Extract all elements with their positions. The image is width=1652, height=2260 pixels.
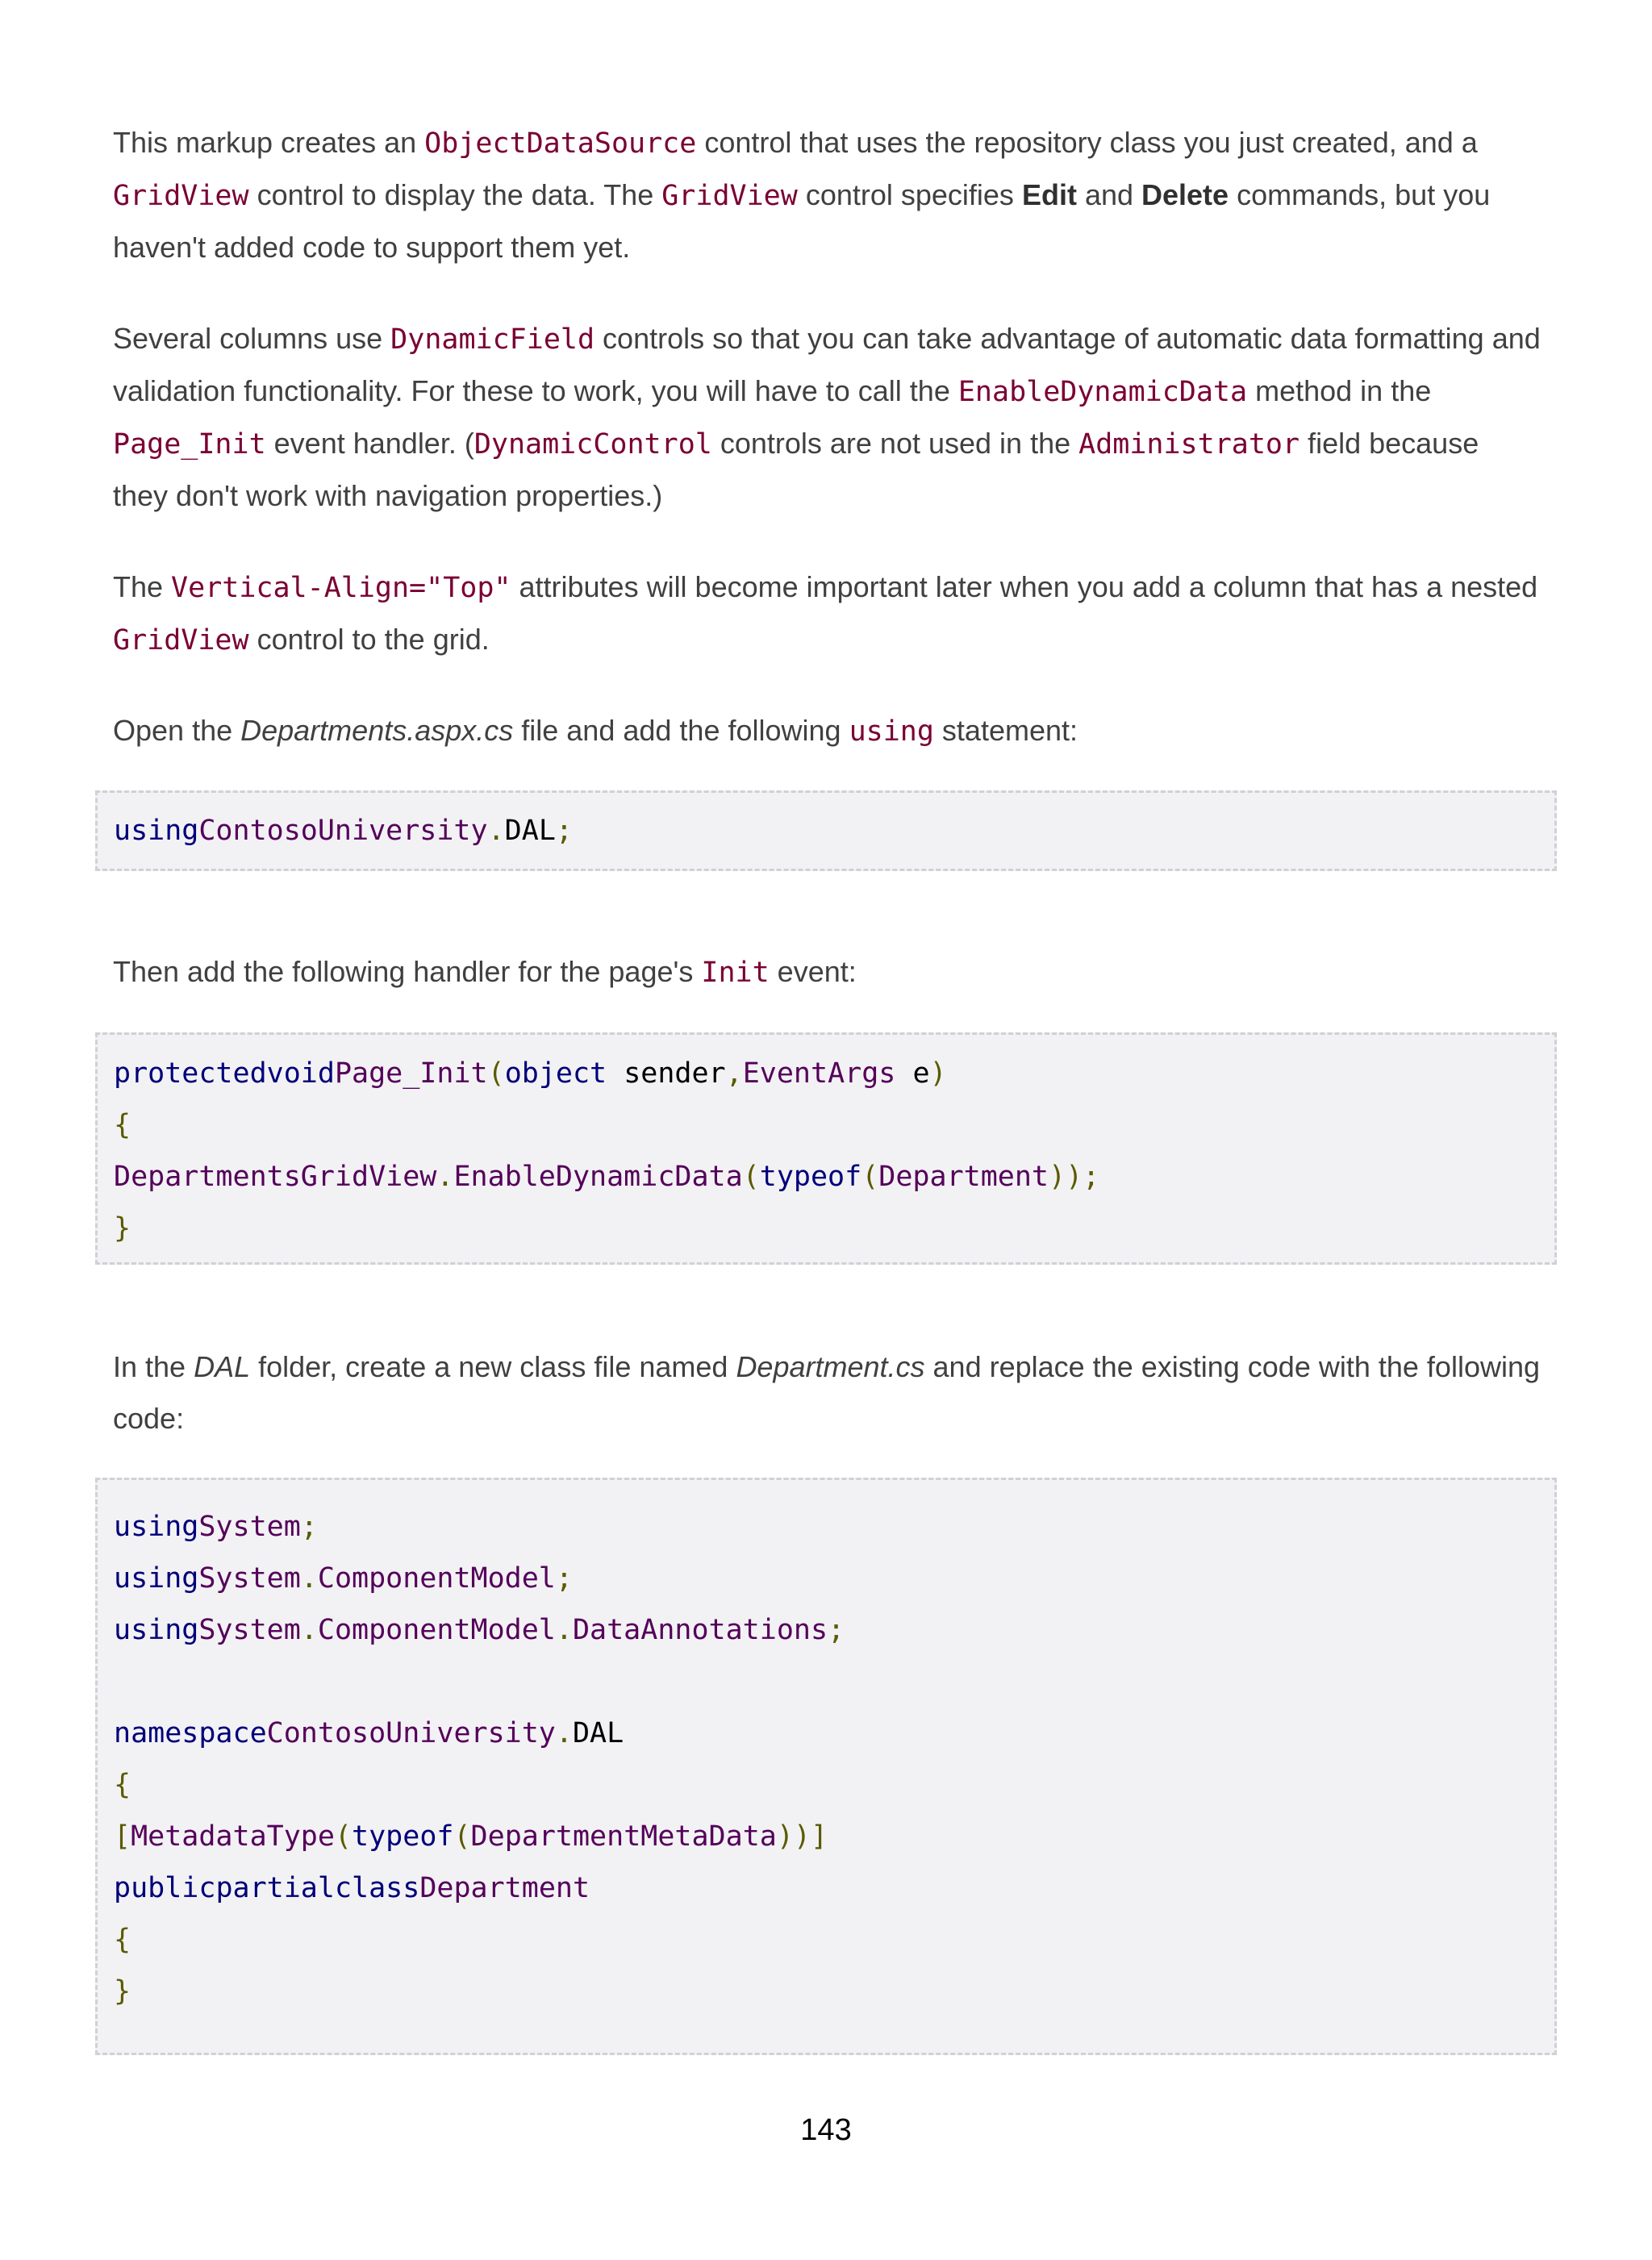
identifier: sender — [607, 1057, 726, 1090]
punctuation: ( — [334, 1820, 353, 1853]
keyword: namespace — [114, 1717, 267, 1749]
punctuation: ( — [742, 1161, 760, 1193]
text: and replace the existing code with the following code: — [113, 1350, 1540, 1435]
paragraph-init-handler — [113, 946, 1541, 999]
type-name: Department — [419, 1872, 590, 1904]
punctuation: . — [436, 1161, 454, 1193]
code-line — [114, 1507, 318, 1546]
punctuation: )); — [1049, 1161, 1100, 1193]
punctuation: ( — [453, 1820, 471, 1853]
text: The — [113, 570, 172, 603]
type-name: ContosoUniversity — [266, 1717, 556, 1749]
italic-filename: Department.cs — [736, 1350, 925, 1383]
text: event handler. ( — [265, 427, 474, 460]
type-name: System — [198, 1562, 301, 1595]
text: Several columns use — [113, 322, 391, 355]
inline-code: EnableDynamicData — [957, 376, 1248, 408]
punctuation: ) — [929, 1057, 947, 1090]
code-line: } — [114, 1975, 131, 2008]
keyword: typeof — [759, 1161, 862, 1193]
type-name: MetadataType — [131, 1820, 335, 1853]
identifier: DAL — [572, 1717, 624, 1749]
keyword: typeof — [352, 1820, 454, 1853]
code-line — [114, 1714, 624, 1753]
keyword: class — [334, 1872, 420, 1904]
text: Open the — [113, 714, 241, 747]
punctuation: . — [555, 1717, 573, 1749]
identifier: e — [895, 1057, 930, 1090]
punctuation: . — [487, 815, 505, 847]
punctuation: . — [300, 1614, 318, 1646]
keyword: using — [114, 815, 199, 847]
type-name: ContosoUniversity — [198, 815, 488, 847]
type-name: DepartmentMetaData — [470, 1820, 777, 1853]
type-name: System — [198, 1614, 301, 1646]
code-line: { — [114, 1924, 131, 1956]
code-line — [114, 1054, 947, 1093]
type-name: ComponentModel — [317, 1614, 556, 1646]
text: statement: — [933, 714, 1078, 747]
code-block-page-init — [95, 1032, 1557, 1265]
code-line: { — [114, 1769, 131, 1801]
text: commands, but you haven't added code to support them yet. — [113, 178, 1491, 264]
text: file and add the following — [513, 714, 849, 747]
text: event: — [769, 955, 857, 988]
keyword: using — [114, 1562, 199, 1595]
method-name: EnableDynamicData — [453, 1161, 743, 1193]
method-name: Page_Init — [334, 1057, 488, 1090]
paragraph-objectdatasource — [113, 117, 1541, 273]
inline-code: Vertical-Align="Top" — [171, 572, 511, 604]
keyword: void — [266, 1057, 335, 1090]
keyword: object — [504, 1057, 607, 1090]
text: In the — [113, 1350, 194, 1383]
text: control to display the data. The — [248, 178, 662, 211]
code-line — [114, 1611, 845, 1649]
type-name: ComponentModel — [317, 1562, 556, 1595]
code-line — [114, 1559, 573, 1598]
italic-filename: Departments.aspx.cs — [240, 714, 514, 747]
paragraph-dynamicfield — [113, 313, 1541, 522]
type-name: System — [198, 1511, 301, 1543]
punctuation: ; — [555, 815, 573, 847]
inline-code: GridView — [661, 180, 798, 212]
keyword: using — [114, 1614, 199, 1646]
inline-code: ObjectDataSource — [424, 127, 697, 160]
code-line — [114, 811, 573, 850]
text: control to the grid. — [248, 623, 490, 656]
code-line: { — [114, 1109, 131, 1141]
inline-code: using — [849, 715, 934, 748]
keyword: using — [114, 1511, 199, 1543]
punctuation: ; — [828, 1614, 845, 1646]
inline-code: GridView — [113, 180, 249, 212]
text: Then add the following handler for the page's — [113, 955, 702, 988]
identifier: DAL — [504, 815, 556, 847]
punctuation: ; — [300, 1511, 318, 1543]
keyword: partial — [215, 1872, 335, 1904]
punctuation: [ — [114, 1820, 131, 1853]
inline-code: Administrator — [1078, 428, 1300, 461]
paragraph-open-departments — [113, 705, 1541, 757]
punctuation: , — [725, 1057, 743, 1090]
italic-foldername: DAL — [194, 1350, 251, 1383]
identifier: DepartmentsGridView — [114, 1161, 437, 1193]
text: folder, create a new class file named — [250, 1350, 736, 1383]
punctuation: ))] — [776, 1820, 828, 1853]
type-name: EventArgs — [742, 1057, 896, 1090]
text: field because they don't work with navigation properties.) — [113, 427, 1479, 512]
paragraph-dal-folder — [113, 1341, 1541, 1445]
text: This markup creates an — [113, 126, 425, 159]
page-number: 143 — [800, 2113, 852, 2147]
code-line: } — [114, 1212, 131, 1245]
text: controls are not used in the — [711, 427, 1079, 460]
punctuation: . — [300, 1562, 318, 1595]
punctuation: . — [555, 1614, 573, 1646]
text: attributes will become important later when you add a column that has a nested — [511, 570, 1538, 603]
code-block-department-class — [95, 1478, 1557, 2055]
keyword: public — [114, 1872, 216, 1904]
keyword: protected — [114, 1057, 267, 1090]
text: controls so that you can take advantage of automatic data formatting and validation functionality. For these to work, you will have to call the — [113, 322, 1541, 407]
text: method in the — [1247, 374, 1432, 407]
paragraph-vertical-align — [113, 561, 1541, 666]
type-name: Department — [878, 1161, 1049, 1193]
code-line — [114, 1157, 1099, 1196]
inline-code: Init — [701, 957, 770, 989]
punctuation: ; — [555, 1562, 573, 1595]
type-name: DataAnnotations — [572, 1614, 828, 1646]
punctuation: ( — [861, 1161, 879, 1193]
bold-text: Delete — [1141, 178, 1229, 211]
text: control that uses the repository class you just created, and a — [696, 126, 1478, 159]
code-block-using — [95, 790, 1557, 871]
punctuation: ( — [487, 1057, 505, 1090]
inline-code: Page_Init — [113, 428, 266, 461]
code-line — [114, 1817, 828, 1856]
inline-code: DynamicControl — [473, 428, 712, 461]
bold-text: Edit — [1021, 178, 1077, 211]
text: and — [1076, 178, 1142, 211]
inline-code: DynamicField — [390, 323, 595, 356]
code-line — [114, 1869, 590, 1908]
text: control specifies — [797, 178, 1022, 211]
inline-code: GridView — [113, 624, 249, 657]
